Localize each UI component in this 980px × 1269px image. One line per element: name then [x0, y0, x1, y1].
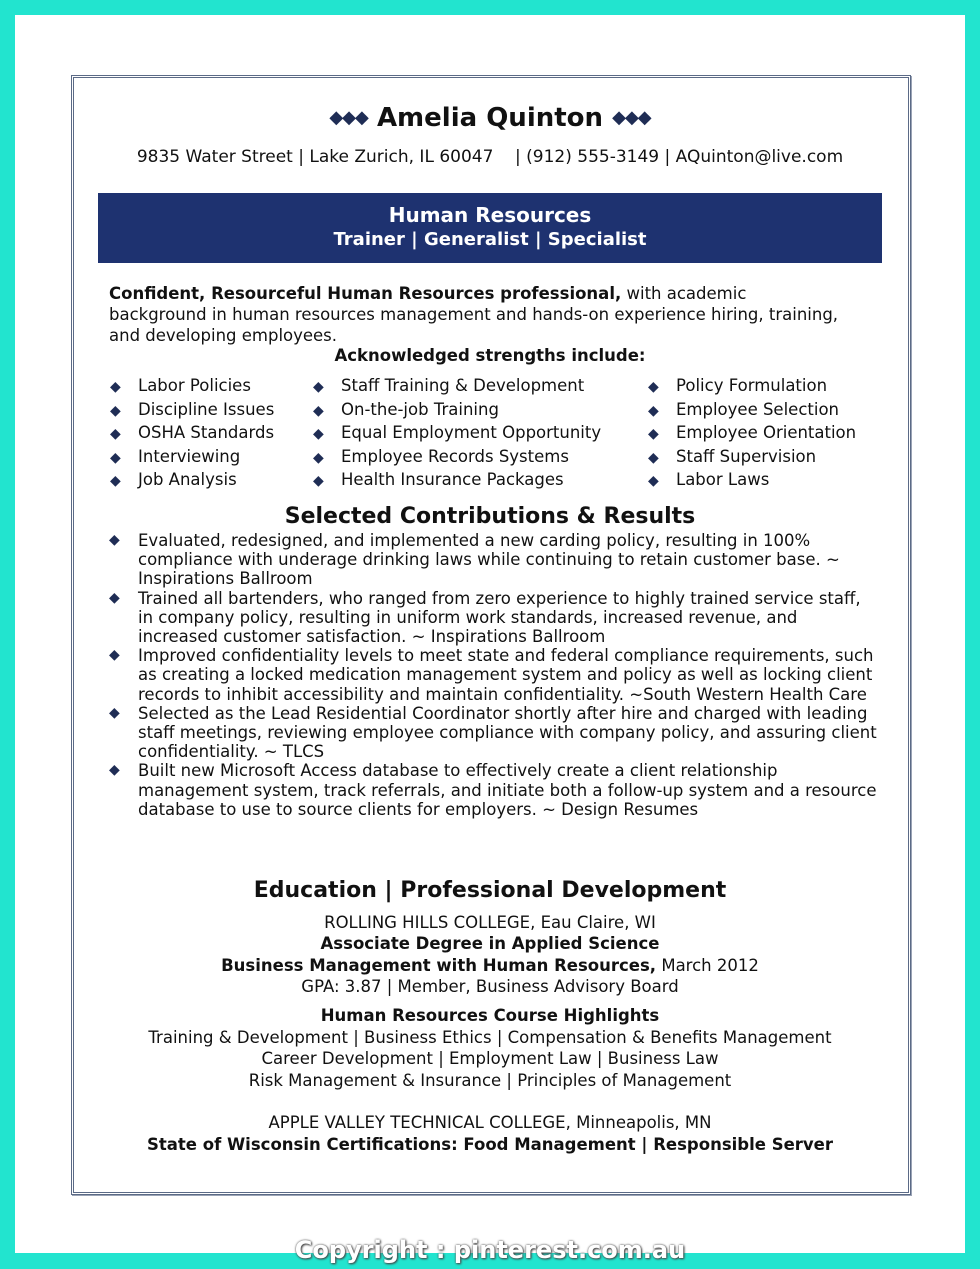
- strengths-column-2: [313, 375, 601, 493]
- diamond-ornament-left-icon: ◆◆◆: [329, 107, 368, 128]
- diamond-bullet-icon: ◆: [648, 449, 659, 466]
- strength-item: ◆ Employee Records Systems: [313, 446, 601, 470]
- diamond-bullet-icon: ◆: [110, 449, 121, 466]
- contact-line: 9835 Water Street | Lake Zurich, IL 60047 | (912) 555-3149 | AQuinton@live.com: [136, 147, 844, 167]
- banner-subtitle: Trainer | Generalist | Specialist: [333, 229, 647, 250]
- diamond-bullet-icon: ◆: [109, 647, 120, 664]
- diamond-bullet-icon: ◆: [110, 426, 121, 443]
- diamond-bullet-icon: ◆: [110, 473, 121, 490]
- courses-heading: Human Resources Course Highlights: [320, 1006, 660, 1025]
- diamond-bullet-icon: ◆: [648, 426, 659, 443]
- strength-item: ◆ On-the-job Training: [313, 399, 601, 423]
- resume-page: [15, 15, 965, 1253]
- summary-lead: Confident, Resourceful Human Resources professional,: [109, 284, 622, 303]
- diamond-bullet-icon: ◆: [313, 379, 324, 395]
- contribution-item: ◆ Selected as the Lead Residential Coordinator shortly after hire and charged with leading staff meetings, reviewing employee compliance with company policy, and assuring client confidentiality. ~ TLCS: [109, 703, 877, 762]
- gpa-line: GPA: 3.87 | Member, Business Advisory Board: [301, 977, 679, 996]
- strength-item: ◆ Staff Supervision: [648, 446, 856, 470]
- strength-item: ◆ Discipline Issues: [110, 399, 274, 423]
- strength-item: ◆ Employee Selection: [648, 399, 856, 423]
- major-line: Business Management with Human Resources, March 2012: [221, 956, 759, 975]
- diamond-bullet-icon: ◆: [313, 473, 324, 490]
- title-banner: [98, 193, 882, 263]
- name-heading: [15, 103, 965, 133]
- diamond-bullet-icon: ◆: [109, 532, 120, 548]
- strength-item: ◆ Policy Formulation: [648, 375, 856, 399]
- strengths-column-1: [110, 375, 274, 493]
- degree: Associate Degree in Applied Science: [320, 934, 660, 953]
- contribution-item: ◆ Evaluated, redesigned, and implemented a new carding policy, resulting in 100% compliance with underage drinking laws while continuing to retain customer base. ~ Inspirations Ballroom: [109, 531, 840, 589]
- summary-text: with academic background in human resources management and hands-on experience hiring, training, and developing employees.: [109, 284, 839, 345]
- course-line: Risk Management & Insurance | Principles of Management: [248, 1071, 732, 1090]
- contribution-item: ◆ Trained all bartenders, who ranged from zero experience to highly trained service staff, in company policy, resulting in uniform work standards, increased revenue, and increased customer satisfaction. ~ Inspirations Ballroom: [109, 588, 861, 647]
- education-heading: Education | Professional Development: [253, 878, 727, 903]
- banner-title: Human Resources: [388, 203, 592, 227]
- diamond-ornament-right-icon: ◆◆◆: [612, 107, 651, 128]
- contributions-heading: Selected Contributions & Results: [284, 504, 696, 529]
- diamond-bullet-icon: ◆: [109, 762, 120, 779]
- diamond-bullet-icon: ◆: [648, 473, 659, 490]
- candidate-name: Amelia Quinton: [376, 103, 604, 133]
- strength-item: ◆ Health Insurance Packages: [313, 469, 601, 493]
- strength-item: ◆ Equal Employment Opportunity: [313, 422, 601, 446]
- diamond-bullet-icon: ◆: [313, 449, 324, 466]
- strength-item: ◆ Employee Orientation: [648, 422, 856, 446]
- summary-paragraph: [109, 283, 839, 346]
- strength-item: ◆ Labor Laws: [648, 469, 856, 493]
- certifications: State of Wisconsin Certifications: Food Management | Responsible Server: [147, 1135, 833, 1154]
- diamond-bullet-icon: ◆: [648, 379, 659, 395]
- contribution-item: ◆ Improved confidentiality levels to meet state and federal compliance requirements, such as creating a locked medication management system and policy as well as locking client records to inhibit accessibility and maintain confidentiality. ~South Western Health Care: [109, 646, 874, 704]
- copyright-watermark: Copyright : pinterest.com.au: [294, 1236, 686, 1264]
- strength-item: ◆ Interviewing: [110, 446, 274, 470]
- strength-item: ◆ Staff Training & Development: [313, 375, 601, 399]
- strength-item: ◆ Job Analysis: [110, 469, 274, 493]
- diamond-bullet-icon: ◆: [109, 704, 120, 721]
- course-line: Career Development | Employment Law | Business Law: [261, 1049, 719, 1068]
- college-1: ROLLING HILLS COLLEGE, Eau Claire, WI: [324, 913, 656, 932]
- strength-item: ◆ Labor Policies: [110, 375, 274, 399]
- contribution-item: ◆ Built new Microsoft Access database to effectively create a client relationship management system, track referrals, and initiate both a follow-up system and a resource database to use to source clients for employers. ~ Design Resumes: [109, 761, 877, 819]
- strength-item: ◆ OSHA Standards: [110, 422, 274, 446]
- strengths-column-3: [648, 375, 856, 493]
- diamond-bullet-icon: ◆: [110, 402, 121, 419]
- diamond-bullet-icon: ◆: [313, 402, 324, 419]
- course-line: Training & Development | Business Ethics | Compensation & Benefits Management: [148, 1028, 832, 1047]
- diamond-bullet-icon: ◆: [109, 589, 120, 606]
- diamond-bullet-icon: ◆: [110, 379, 121, 395]
- diamond-bullet-icon: ◆: [648, 402, 659, 419]
- college-2: APPLE VALLEY TECHNICAL COLLEGE, Minneapolis, MN: [268, 1113, 712, 1132]
- contributions-list: [109, 531, 879, 819]
- diamond-bullet-icon: ◆: [313, 426, 324, 443]
- strengths-heading: Acknowledged strengths include:: [334, 346, 646, 365]
